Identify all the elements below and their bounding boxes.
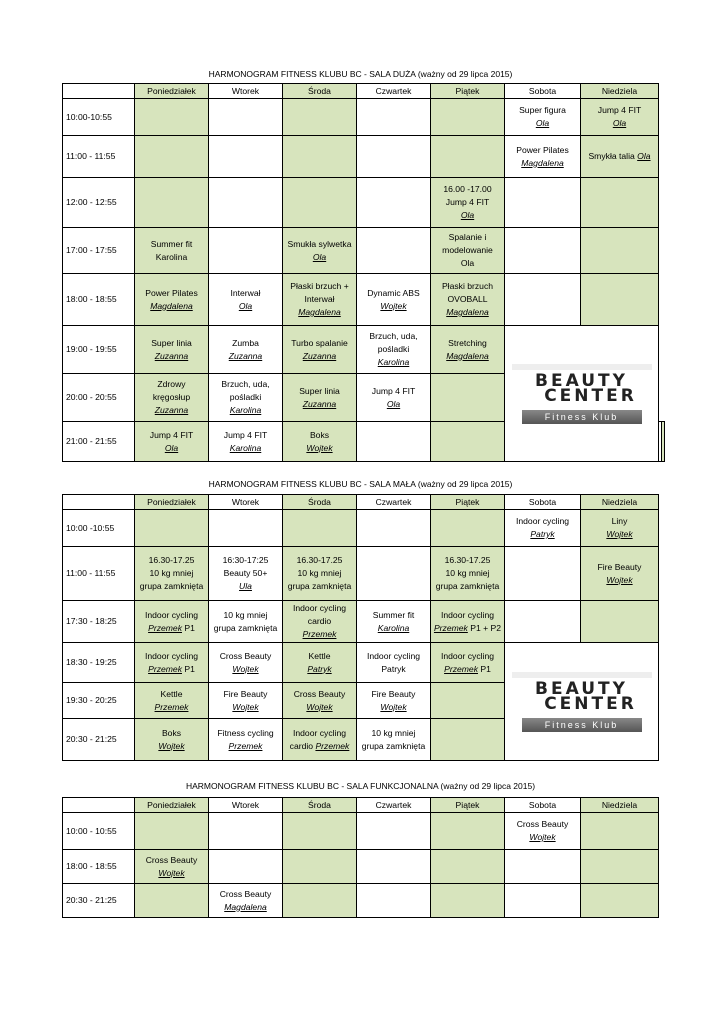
class-cell: Brzuch, uda, pośladki Karolina	[357, 326, 431, 374]
class-cell	[505, 601, 581, 643]
day-header: Niedziela	[581, 84, 659, 99]
class-cell: Fire Beauty Wojtek	[209, 683, 283, 719]
day-header: Czwartek	[357, 798, 431, 813]
schedule-row	[63, 813, 659, 850]
class-cell: Fire Beauty Wojtek	[581, 547, 659, 601]
day-header: Poniedziałek	[135, 84, 209, 99]
class-cell	[209, 510, 283, 547]
time-slot: 19:00 - 19:55	[63, 326, 135, 374]
schedule-row	[63, 643, 659, 683]
class-cell	[357, 422, 431, 462]
class-cell	[581, 601, 659, 643]
class-cell: 10 kg mniej grupa zamknięta	[209, 601, 283, 643]
day-header: Czwartek	[357, 84, 431, 99]
schedule-row	[63, 136, 665, 178]
class-cell	[431, 683, 505, 719]
class-cell: Super linia Zuzanna	[135, 326, 209, 374]
class-cell	[209, 178, 283, 228]
class-cell	[431, 136, 505, 178]
class-cell: 16.30-17.25 10 kg mniej grupa zamknięta	[283, 547, 357, 601]
header-empty	[63, 798, 135, 813]
class-cell	[283, 850, 357, 884]
class-cell: Interwał Ola	[209, 274, 283, 326]
schedule-row	[63, 274, 665, 326]
class-cell	[357, 884, 431, 918]
class-cell: Indoor cycling cardio Przemek	[283, 719, 357, 761]
schedule-row	[63, 547, 659, 601]
class-cell: Spalanie i modelowanie Ola	[431, 228, 505, 274]
class-cell	[357, 228, 431, 274]
class-cell	[209, 228, 283, 274]
class-cell	[581, 850, 659, 884]
class-cell	[431, 850, 505, 884]
class-cell	[431, 813, 505, 850]
table3-title: HARMONOGRAM FITNESS KLUBU BC - SALA FUNKCJONALNA (ważny od 29 lipca 2015)	[185, 781, 536, 791]
schedule-sala-funkcjonalna	[62, 797, 659, 918]
class-cell: Liny Wojtek	[581, 510, 659, 547]
schedule-sala-mala	[62, 494, 659, 761]
day-header: Środa	[283, 495, 357, 510]
day-header: Wtorek	[209, 798, 283, 813]
class-cell: Turbo spalanie Zuzanna	[283, 326, 357, 374]
class-cell: 10 kg mniej grupa zamknięta	[357, 719, 431, 761]
time-slot: 11:00 - 11:55	[63, 547, 135, 601]
class-cell: Jump 4 FIT Ola	[581, 99, 659, 136]
class-cell	[505, 274, 581, 326]
class-cell	[357, 178, 431, 228]
day-header: Poniedziałek	[135, 495, 209, 510]
time-slot: 18:00 - 18:55	[63, 850, 135, 884]
class-cell: 16.00 -17.00 Jump 4 FIT Ola	[431, 178, 505, 228]
class-cell	[581, 178, 659, 228]
class-cell: Power Pilates Magdalena	[135, 274, 209, 326]
class-cell	[431, 719, 505, 761]
class-cell: Płaski brzuch OVOBALL Magdalena	[431, 274, 505, 326]
class-cell: Jump 4 FIT Ola	[357, 374, 431, 422]
class-cell: Kettle Patryk	[283, 643, 357, 683]
class-cell	[357, 99, 431, 136]
class-cell: Indoor cycling Przemek P1 + P2	[431, 601, 505, 643]
day-header: Piątek	[431, 798, 505, 813]
time-slot: 20:30 - 21:25	[63, 719, 135, 761]
day-header: Sobota	[505, 798, 581, 813]
class-cell: Fire Beauty Wojtek	[357, 683, 431, 719]
class-cell	[505, 850, 581, 884]
schedule-row	[63, 228, 665, 274]
class-cell	[135, 813, 209, 850]
class-cell: Jump 4 FIT Ola	[135, 422, 209, 462]
class-cell	[283, 178, 357, 228]
time-slot: 17:30 - 18:25	[63, 601, 135, 643]
day-header: Niedziela	[581, 495, 659, 510]
class-cell: 16:30-17:25 Beauty 50+ Ula	[209, 547, 283, 601]
class-cell: Dynamic ABS Wojtek	[357, 274, 431, 326]
class-cell: 16.30-17.25 10 kg mniej grupa zamknięta	[135, 547, 209, 601]
class-cell	[662, 422, 665, 462]
logo-cell	[505, 326, 659, 462]
class-cell	[357, 813, 431, 850]
day-header: Poniedziałek	[135, 798, 209, 813]
schedule-row	[63, 850, 659, 884]
beauty-center-logo: BEAUTY CENTER Fitness Klub	[506, 672, 657, 732]
class-cell: Kettle Przemek	[135, 683, 209, 719]
class-cell	[581, 884, 659, 918]
day-header: Sobota	[505, 84, 581, 99]
class-cell	[581, 813, 659, 850]
class-cell	[209, 99, 283, 136]
class-cell	[135, 884, 209, 918]
class-cell: 16.30-17.25 10 kg mniej grupa zamknięta	[431, 547, 505, 601]
table1-title: HARMONOGRAM FITNESS KLUBU BC - SALA DUŻA (ważny od 29 lipca 2015)	[208, 69, 513, 79]
day-header: Środa	[283, 798, 357, 813]
class-cell	[581, 274, 659, 326]
time-slot: 18:00 - 18:55	[63, 274, 135, 326]
class-cell: Zdrowy kręgosłup Zuzanna	[135, 374, 209, 422]
class-cell: Summer fit Karolina	[357, 601, 431, 643]
class-cell: Smykła talia Ola	[581, 136, 659, 178]
class-cell	[357, 547, 431, 601]
class-cell: Fitness cycling Przemek	[209, 719, 283, 761]
class-cell	[505, 884, 581, 918]
schedule-sala-duza	[62, 83, 665, 462]
class-cell	[357, 850, 431, 884]
class-cell: Indoor cycling Przemek P1	[431, 643, 505, 683]
class-cell: Jump 4 FIT Karolina	[209, 422, 283, 462]
schedule-row	[63, 510, 659, 547]
class-cell: Indoor cycling Przemek P1	[135, 643, 209, 683]
class-cell	[505, 228, 581, 274]
class-cell: Smukła sylwetka Ola	[283, 228, 357, 274]
class-cell	[135, 178, 209, 228]
class-cell: Power Pilates Magdalena	[505, 136, 581, 178]
day-header: Sobota	[505, 495, 581, 510]
class-cell: Boks Wojtek	[135, 719, 209, 761]
class-cell	[283, 510, 357, 547]
class-cell	[209, 813, 283, 850]
day-header: Niedziela	[581, 798, 659, 813]
day-header: Czwartek	[357, 495, 431, 510]
class-cell	[505, 547, 581, 601]
class-cell: Indoor cycling Patryk	[357, 643, 431, 683]
time-slot: 21:00 - 21:55	[63, 422, 135, 462]
class-cell: Cross Beauty Wojtek	[135, 850, 209, 884]
class-cell: Brzuch, uda, pośladki Karolina	[209, 374, 283, 422]
time-slot: 10:00 -10:55	[63, 510, 135, 547]
class-cell: Zumba Zuzanna	[209, 326, 283, 374]
class-cell	[135, 510, 209, 547]
class-cell: Boks Wojtek	[283, 422, 357, 462]
beauty-center-logo: BEAUTY CENTER Fitness Klub	[506, 364, 657, 424]
day-header: Wtorek	[209, 495, 283, 510]
schedule-row	[63, 884, 659, 918]
logo-cell	[505, 643, 659, 761]
class-cell: Płaski brzuch + Interwał Magdalena	[283, 274, 357, 326]
class-cell	[135, 99, 209, 136]
schedule-row	[63, 178, 665, 228]
header-empty	[63, 495, 135, 510]
class-cell: Cross Beauty Wojtek	[209, 643, 283, 683]
class-cell	[283, 813, 357, 850]
time-slot: 12:00 - 12:55	[63, 178, 135, 228]
day-header: Piątek	[431, 495, 505, 510]
header-empty	[63, 84, 135, 99]
class-cell	[357, 510, 431, 547]
class-cell: Indoor cycling cardio Przemek	[283, 601, 357, 643]
class-cell: Super linia Zuzanna	[283, 374, 357, 422]
class-cell	[135, 136, 209, 178]
class-cell	[431, 99, 505, 136]
class-cell	[357, 136, 431, 178]
class-cell: Indoor cycling Przemek P1	[135, 601, 209, 643]
time-slot: 18:30 - 19:25	[63, 643, 135, 683]
class-cell	[283, 884, 357, 918]
class-cell	[283, 136, 357, 178]
class-cell: Cross Beauty Wojtek	[283, 683, 357, 719]
day-header: Wtorek	[209, 84, 283, 99]
class-cell	[581, 228, 659, 274]
schedule-row	[63, 601, 659, 643]
day-header: Piątek	[431, 84, 505, 99]
class-cell	[431, 422, 505, 462]
time-slot: 20:30 - 21:25	[63, 884, 135, 918]
schedule-row	[63, 326, 665, 374]
time-slot: 19:30 - 20:25	[63, 683, 135, 719]
class-cell	[209, 136, 283, 178]
table2-title: HARMONOGRAM FITNESS KLUBU BC - SALA MAŁA (ważny od 29 lipca 2015)	[208, 479, 513, 489]
time-slot: 17:00 - 17:55	[63, 228, 135, 274]
class-cell	[283, 99, 357, 136]
schedule-row	[63, 99, 665, 136]
class-cell	[431, 884, 505, 918]
time-slot: 20:00 - 20:55	[63, 374, 135, 422]
class-cell: Summer fit Karolina	[135, 228, 209, 274]
time-slot: 11:00 - 11:55	[63, 136, 135, 178]
class-cell	[209, 850, 283, 884]
class-cell	[431, 374, 505, 422]
time-slot: 10:00-10:55	[63, 99, 135, 136]
class-cell: Cross Beauty Magdalena	[209, 884, 283, 918]
class-cell: Stretching Magdalena	[431, 326, 505, 374]
time-slot: 10:00 - 10:55	[63, 813, 135, 850]
day-header: Środa	[283, 84, 357, 99]
class-cell: Cross Beauty Wojtek	[505, 813, 581, 850]
class-cell: Indoor cycling Patryk	[505, 510, 581, 547]
class-cell	[505, 178, 581, 228]
class-cell: Super figura Ola	[505, 99, 581, 136]
class-cell	[431, 510, 505, 547]
